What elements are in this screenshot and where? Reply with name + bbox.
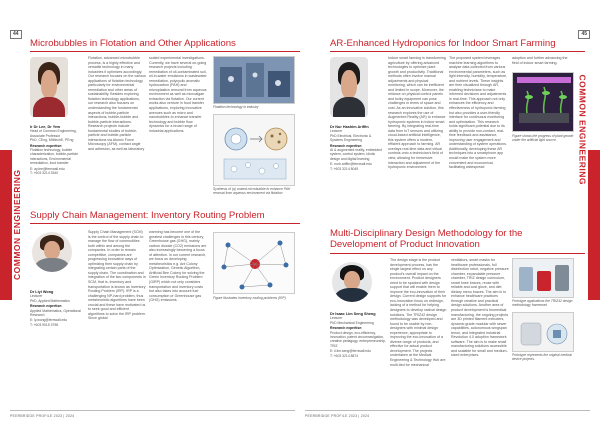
article-column-3: adoption and further advancing the field of indoor smart farming. <box>512 56 568 65</box>
article-title: AR-Enhanced Hydroponics for Indoor Smart Farming <box>330 38 556 49</box>
side-band <box>0 150 12 300</box>
author-photo <box>30 57 68 117</box>
author-phone: T: +603 3214 8874 <box>330 353 359 358</box>
author-role: Lecturer <box>330 129 343 134</box>
figure-caption: Prototype represents the original medical device projects. <box>512 353 572 362</box>
side-label: COMMON ENGINEERING <box>12 169 22 280</box>
author-degrees: PhD, CEng, MIMechE, PEng <box>30 138 74 143</box>
page-number: 44 <box>10 30 22 39</box>
author-degrees: PhD Electrical, Electronic & Systems Engineering <box>330 133 372 143</box>
author-degrees: PhD Mechanical Engineering <box>330 320 374 325</box>
expertise-heading: Research expertise: <box>30 143 63 148</box>
author-email: E: nurh.ariffin@fernwall.edu <box>330 162 372 167</box>
author-degrees: PhD, Applied Mathematics <box>30 298 70 303</box>
expertise-heading: Research expertise: <box>330 143 363 148</box>
title-rule <box>330 253 585 254</box>
article-column-1: Indoor smart farming is transforming agriculture by offering advanced technologies to optimize plant growth and productivity. Traditional methods often involve manual adjustments and physical monitoring, which can be inefficient and limited in scope. Moreover, the reliance on physical control panels and bulky equipment can pose challenges in terms of space and cost. As an innovative solution, this research explores the use of Augmented Reality (AR) to enhance hydroponic systems in indoor smart farming. By integrating real-time data from IoT sensors and utilizing cloud-based artificial intelligence, this system offers a modern, efficient approach to farming. AR overlays real-time data and virtual controls onto a technician's field of view, allowing for immersive interaction and adjustment of the hydroponic environment. <box>388 56 446 170</box>
author-phone: T: +603 3214 3340 <box>30 171 59 176</box>
expertise-list: Applied Mathematics, Operational Research <box>30 308 81 318</box>
author-photo <box>332 262 372 302</box>
expertise-list: Flotation technology, bubble characterization, bubble-particle interactions, Environmental remediation, food transfer <box>30 148 79 166</box>
figure-caption: Flotation technology in industry <box>213 105 259 109</box>
expertise-list: AI & augmented reality, embedded system, control system, Idiotic design and digital learning <box>330 148 382 161</box>
right-page <box>300 0 600 424</box>
flotation-figure <box>213 56 295 104</box>
author-profile <box>330 125 382 171</box>
page-number: 45 <box>578 30 590 39</box>
author-phone: T: +603 9015 3798 <box>30 322 59 327</box>
author-email: E: il.lim.seng@fernwall.edu <box>330 349 371 354</box>
expertise-list: Product design, eco-efficiency, innovation, patent circumnavigation, creative pedagogy, entrepreneurship, TRIZ <box>330 330 386 348</box>
title-rule <box>30 223 300 224</box>
prototype-figure <box>512 258 574 298</box>
article-column-2: scaled experimental investigations. Currently, we have several on-going research projects including remediation of oil-contaminated soil, oil-in-water emulsions in wastewater remediation, polycyclic aromatic hydrocarbon (PAH) and microplastics removal from aqueous environment as well as microalgae extraction via flotation. Our current works also venture in food transfer applications, exploring innovative avenues such as micro and nanobubbles to enhance transfer technology and bubble flow dynamics for a broad range of industrial applications. <box>149 56 207 133</box>
medical-device-figure <box>512 312 574 352</box>
article-column-2: warming has become one of the greatest challenges in this century, Greenhouse gas (GHG), mainly carbon dioxide (CO2) emissions are also increasingly becoming a focus of attention. In our current research, we focus on developing metaheuristics e.g. Ant Colony Optimization, Genetic Algorithm, Artificial Bee Colony for solving the Green Inventory Routing Problem (GIRP) which not only considers transportation and inventory costs but also takes into account fuel consumption or Greenhouse gas (GHG) emissions. <box>149 230 207 303</box>
title-rule <box>30 51 300 52</box>
author-profile <box>330 312 386 358</box>
article-column-1: The design stage is the product development process, has the single largest effect on any product's overall impact on the environment. Product designers need to be sparked with design support that will enable them to improve the eco-innovation of their design. Current design supports for eco-innovation focus on redesign, lacking of a method for helping designers to develop radical design solutions. The TRIZ42 design methodology was developed and found to be usable by non-designers with minimal design experience, appropriate to improving the eco-innovation of a diverse range of products, and effective for actual product development. The projects undertaken at the Medical Engineering & Technology Hub are multi-tied for mechanical <box>390 258 447 367</box>
author-name: Dr Nur Hashim Ariffin <box>330 125 369 129</box>
article-title: Multi-Disciplinary Design Methodology for the Development of Product Innovation <box>330 228 523 250</box>
article-title: Microbubbles in Flotation and Other Applications <box>30 38 236 49</box>
author-name: Dr Isaac Lim Seng Sheng <box>330 312 376 316</box>
hydroponics-figure <box>512 72 574 132</box>
author-name: Dr Liyi Wong <box>30 290 54 294</box>
author-phone: T: +603 3214 8045 <box>330 166 359 171</box>
footer: PEERBRIDGE PROFILE 2023 | 2024 <box>10 414 75 418</box>
author-profile <box>30 290 82 327</box>
article-column-2: ventilators, smart masks for healthcare professionals, full disinfection robot, negative pressure chamber, expandable pressure chamber, TRIZ design curriculum, smart knee braces, reuse with reliable and cost glove, and diet dietary menu braces. The aim is to enhance healthcare practices through creative and practical design solutions. Another area of product development is biomedical manufacturing, the ongoing projects are 3D printed filament extruders, dynamic grade modular with sewer capabilities, autonomous wingspan tenon, and integrated industrial Revolution 4.0 adoption framework software. The aim is to make small manufacturing solutions accessible and scalable for small and medium-sized enterprises. <box>451 258 509 358</box>
figure-caption: Figure illustrates Inventory routing problems (IRP) <box>213 296 286 300</box>
figure-caption: Prototype applications the TRIZ42 design methodology framework <box>512 299 573 308</box>
author-profile <box>30 125 82 175</box>
author-photo <box>32 232 72 272</box>
title-rule <box>330 51 585 52</box>
footer: PEERBRIDGE PROFILE 2023 | 2024 <box>305 414 370 418</box>
figure-caption: Figure shows the progress of plant growth under the artificial light source. <box>512 134 574 143</box>
author-email: E: ly.wong@fernwall.edu <box>30 318 68 323</box>
author-name: Ir Dr Lee, Dr Yew <box>30 125 61 129</box>
irp-figure <box>213 232 295 294</box>
article-column-2: The proposed system leverages machine learning algorithms to analyse data collected from various environmental parameters, such as light intensity, humidity, temperature, and nutrient levels. These insights are then visualized through AR, enabling technicians to make informed decisions and adjustments in real-time. This approach not only enhances the efficiency and effectiveness of hydroponic farming but also provides a user-friendly interface for continuous monitoring and optimization. This research holds significant potential due to its ability to provide non-contact, real-time feedback and assistance, improving user engagement and understanding of system operations. Additionally, developing these AR techniques into a smartphone app would make the system more convenient and economical, facilitating widespread <box>449 56 507 170</box>
side-band <box>588 150 600 300</box>
microbubble-figure <box>213 114 295 186</box>
expertise-heading: Research expertise: <box>30 304 63 309</box>
author-email: E: ay.lee@fernwall.edu <box>30 166 65 171</box>
side-label: COMMON ENGINEERING <box>578 74 588 185</box>
figure-caption: Synthesis of (a) coated microbubble to enhance PAH removal from aqueous environment via flotation <box>213 187 291 196</box>
article-column-1: Supply Chain Management (SCM) is the control of the supply chain to manage the flow of commodities both within and among the companies. In order to remain competitive, companies are progressing innovative ways of optimizing their supply chain by integrating certain parts of the supply chain. The coordination and integration of the two components in SCM, that is, inventory and transportation is known as Inventory Routing Problem (IRP). IRP is a challenging NP-hard problem, thus metaheuristic algorithms have been crucial and these have motivated us to seek good and efficient algorithms to solve the IRP problem. Since global <box>88 230 146 321</box>
expertise-heading: Research expertise: <box>330 326 363 331</box>
article-title: Supply Chain Management: Inventory Routing Problem <box>30 210 265 221</box>
author-photo <box>330 57 368 117</box>
article-column-1: Flotation, advanced microbubble process, is a highly effective and versatile technology in many industries it optimizes accordingly. Our research focuses on the various applications of flotation technology particularly for environmental remediation and other areas of sustainability. Besides exploring flotation technology applications, our research also focuses on understanding the fundamental aspects of bubble-particle interactions, bubble-bubble and bubble-particle interactions. Research projects include fundamental studies of bubble-particle and bubble-particle interactions via Atomic Force Microscopy (AFM), contact angle and adhesion, as well as laboratory <box>88 56 146 151</box>
author-role: Head of Common Engineering, Associate Professor <box>30 129 77 138</box>
author-role: Lecturer <box>330 316 343 321</box>
author-role: Lecturer <box>30 294 43 299</box>
